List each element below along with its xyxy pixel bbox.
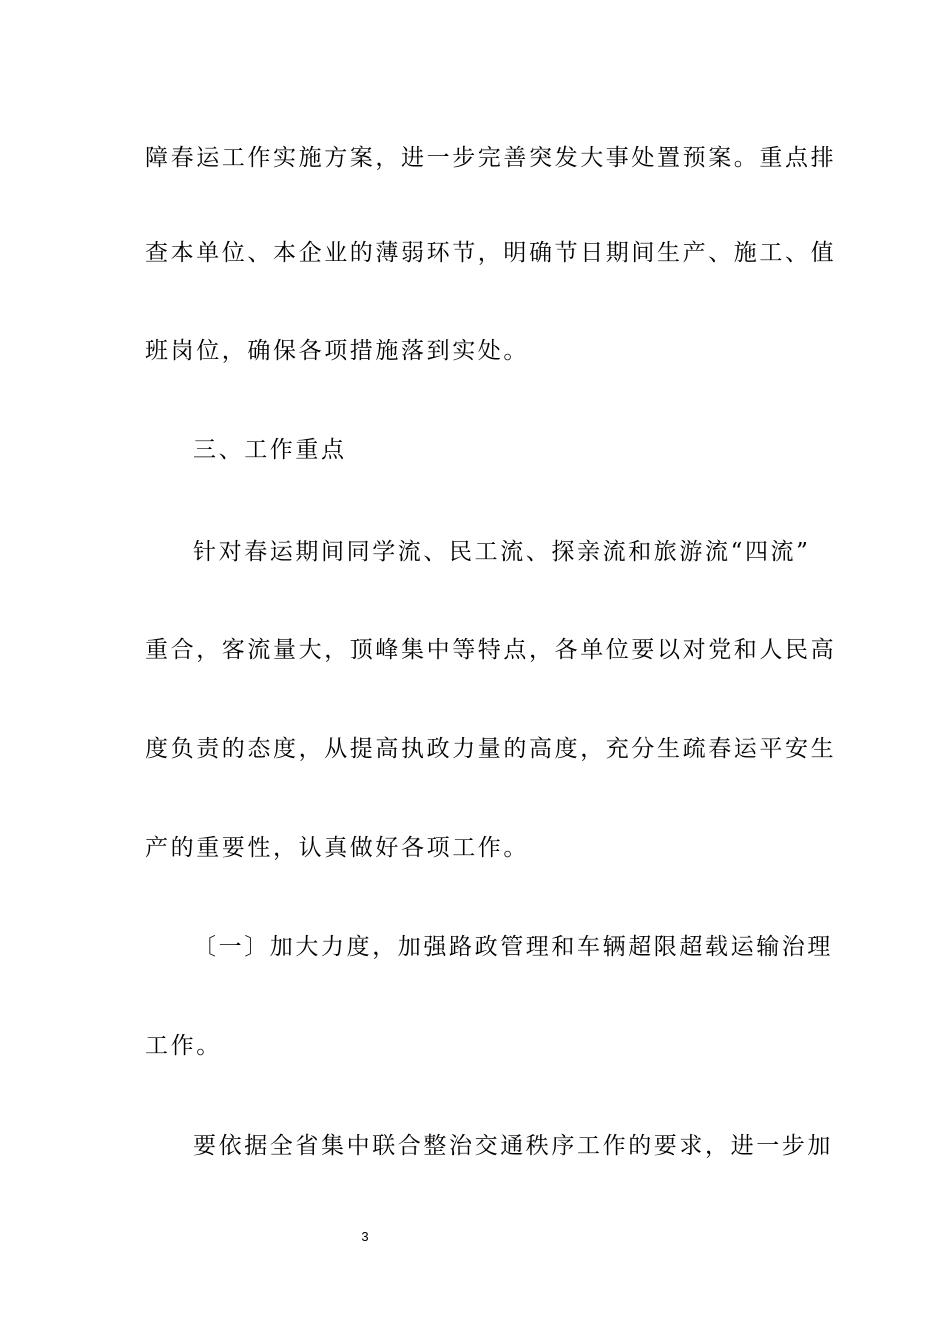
body-text-line: 重合，客流量大，顶峰集中等特点，各单位要以对党和人民高 xyxy=(145,637,837,663)
subsection-heading: 〔一〕加大力度，加强路政管理和车辆超限超载运输治理 xyxy=(193,934,833,960)
page-number: 3 xyxy=(361,1229,369,1244)
body-text-line: 班岗位，确保各项措施落到实处。 xyxy=(145,338,529,364)
body-text-line: 工作。 xyxy=(145,1033,222,1059)
body-text-line: 查本单位、本企业的薄弱环节，明确节日期间生产、施工、值 xyxy=(145,240,837,266)
body-text-line: 度负责的态度，从提高执政力量的高度，充分生疏春运平安生 xyxy=(145,736,837,762)
body-text-line: 针对春运期间同学流、民工流、探亲流和旅游流“四流” xyxy=(193,539,811,565)
body-text-line: 障春运工作实施方案，进一步完善突发大事处置预案。重点排 xyxy=(145,145,837,171)
body-text-line: 要依据全省集中联合整治交通秩序工作的要求，进一步加 xyxy=(193,1133,833,1159)
section-heading: 三、工作重点 xyxy=(193,437,347,463)
body-text-line: 产的重要性，认真做好各项工作。 xyxy=(145,835,529,861)
